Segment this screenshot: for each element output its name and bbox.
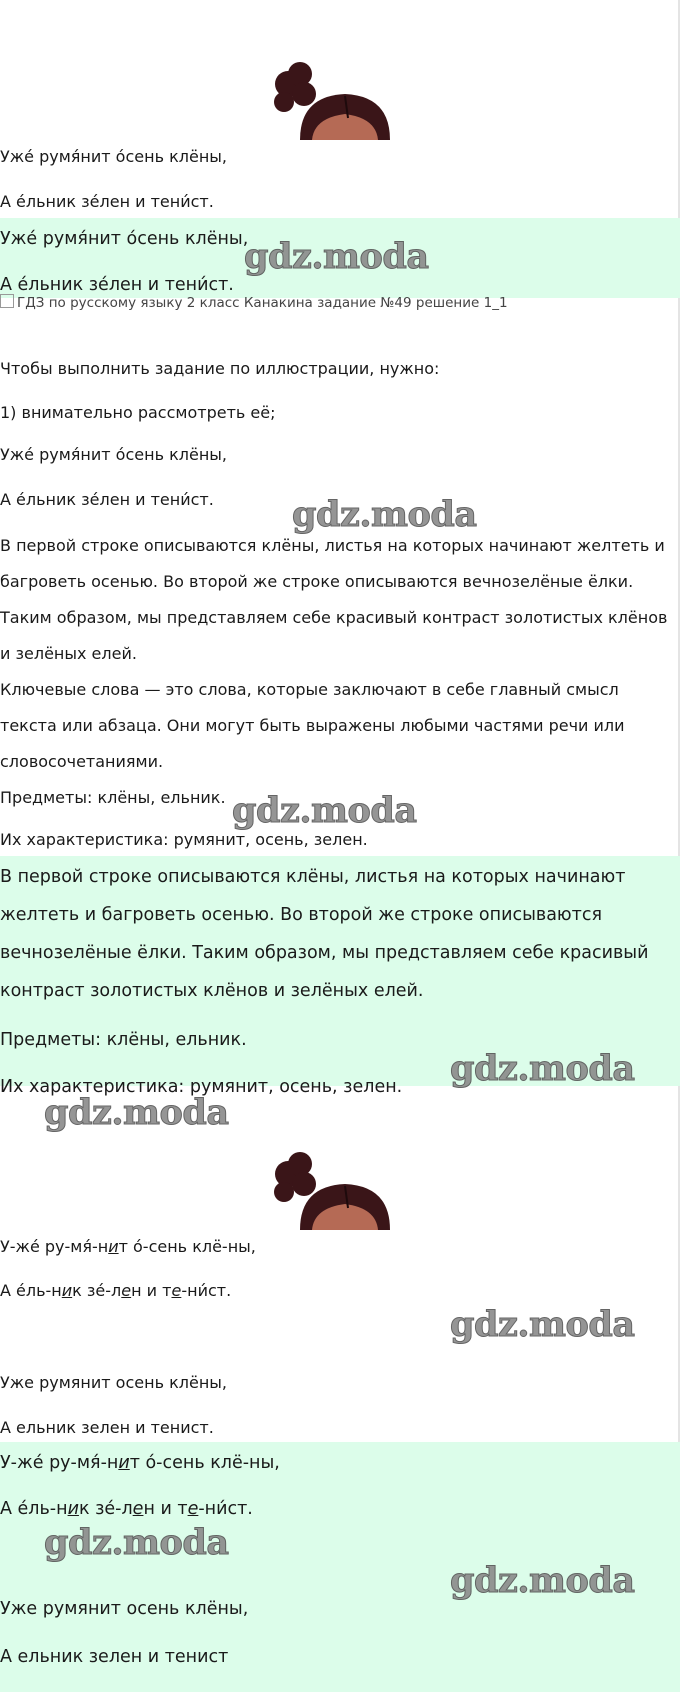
broken-image-icon — [0, 294, 14, 308]
poem-line-2: А ельник зелен и тенист — [0, 1647, 229, 1667]
poem-line-2: А е́льник зе́лен и тени́ст. — [0, 275, 234, 295]
paragraph-line: желтеть и багроветь осенью. Во второй же строке описываются — [0, 905, 603, 925]
syllable-line-2: А е́ль-ник зе́-лен и те-ни́ст. — [0, 1499, 253, 1519]
paragraph-line: вечнозелёные ёлки. Таким образом, мы представляем себе красивый — [0, 943, 649, 963]
syllable-line-1: У-же́ ру-мя́-нит о́-сень клё-ны, — [0, 1237, 256, 1256]
poem-line-1: Уже́ румя́нит о́сень клёны, — [0, 445, 227, 464]
paragraph-line: Их характеристика: румянит, осень, зелен. — [0, 830, 368, 849]
paragraph-line: текста или абзаца. Они могут быть выражены любыми частями речи или — [0, 716, 625, 735]
paragraph-line: и зелёных елей. — [0, 644, 137, 663]
paragraph-line: В первой строке описываются клёны, листья на которых начинают — [0, 867, 626, 887]
paragraph-line: Их характеристика: румянит, осень, зелен. — [0, 1077, 403, 1097]
syllable-line-1: У-же́ ру-мя́-нит о́-сень клё-ны, — [0, 1453, 280, 1473]
image-alt-text: ГДЗ по русскому языку 2 класс Канакина задание №49 решение 1_1 — [17, 295, 508, 311]
broken-image — [0, 294, 508, 310]
poem-line-1: Уже́ румя́нит о́сень клёны, — [0, 229, 249, 249]
watermark: gdz.moda — [232, 790, 417, 831]
paragraph-line: Предметы: клёны, ельник. — [0, 1030, 247, 1050]
watermark: gdz.moda — [44, 1092, 229, 1133]
watermark: gdz.moda — [450, 1304, 635, 1345]
poem-line-1: Уже́ румя́нит о́сень клёны, — [0, 147, 227, 166]
paragraph-line: В первой строке описываются клёны, листья на которых начинают желтеть и — [0, 536, 665, 555]
paragraph-line: Таким образом, мы представляем себе красивый контраст золотистых клёнов — [0, 608, 668, 627]
paragraph-line: багроветь осенью. Во второй же строке описываются вечнозелёные ёлки. — [0, 572, 634, 591]
watermark: gdz.moda — [292, 494, 477, 535]
paragraph-line: словосочетаниями. — [0, 752, 164, 771]
syllable-line-2: А е́ль-ник зе́-лен и те-ни́ст. — [0, 1281, 232, 1300]
paragraph-line: контраст золотистых клёнов и зелёных елей. — [0, 981, 424, 1001]
paragraph-line: Ключевые слова — это слова, которые заключают в себе главный смысл — [0, 680, 619, 699]
watermark: gdz.moda — [44, 1522, 229, 1563]
poem-line-2: А е́льник зе́лен и тени́ст. — [0, 490, 214, 509]
watermark: gdz.moda — [450, 1560, 635, 1601]
poem-line-2: А ельник зелен и тенист. — [0, 1418, 214, 1437]
avatar-illustration — [270, 1152, 410, 1230]
poem-line-1: Уже румянит осень клёны, — [0, 1599, 249, 1619]
text-line: 1) внимательно рассмотреть её; — [0, 403, 276, 422]
avatar-illustration — [270, 62, 410, 140]
poem-line-1: Уже румянит осень клёны, — [0, 1373, 227, 1392]
text-line: Чтобы выполнить задание по иллюстрации, нужно: — [0, 359, 440, 378]
watermark: gdz.moda — [450, 1048, 635, 1089]
poem-line-2: А е́льник зе́лен и тени́ст. — [0, 192, 214, 211]
watermark: gdz.moda — [244, 236, 429, 277]
paragraph-line: Предметы: клёны, ельник. — [0, 788, 226, 807]
